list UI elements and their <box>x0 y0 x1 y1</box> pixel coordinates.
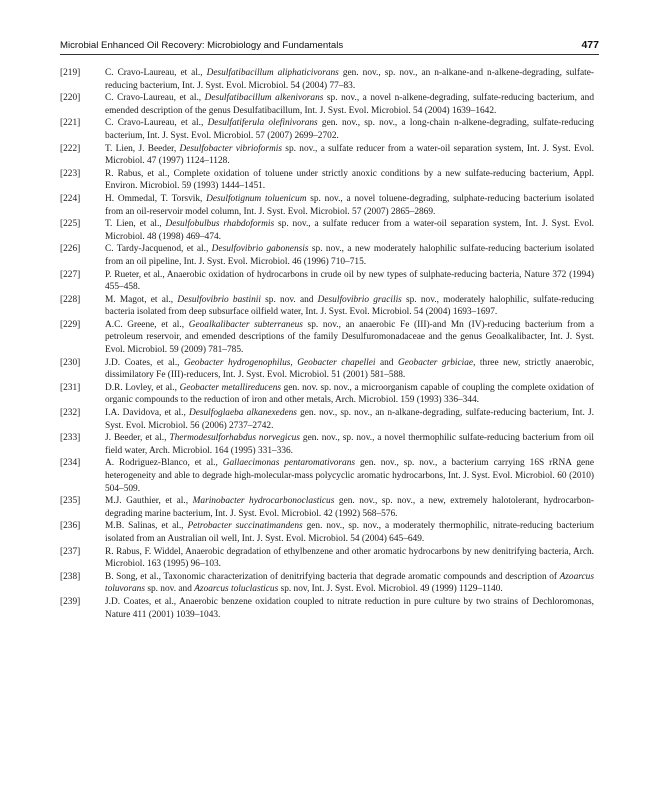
reference-number: [223] <box>60 168 81 179</box>
reference-entry <box>60 382 594 407</box>
reference-text: C. Tardy-Jacquenod, et al., <box>105 244 212 255</box>
reference-text: gen. nov. sp. nov., a microorganism capable of coupling the complete oxidation of organic compounds to the reduction of iron and other metals, Arch. Microbiol. 159 (1993) 336–344. <box>105 382 594 406</box>
reference-number: [230] <box>60 357 81 368</box>
species-name: Desulfovibrio gracilis <box>317 294 402 305</box>
reference-text: H. Ommedal, T. Torsvik, <box>105 193 207 204</box>
reference-text: gen. nov., sp. nov., a moderately thermophilic, nitrate-reducing bacterium isolated from an Australian oil well, Int. J. Syst. Evol. Microbiol. 54 (2004) 645–649. <box>105 521 595 544</box>
reference-text: C. Cravo-Laureau, et al., <box>105 118 208 129</box>
reference-text: B. Song, et al., Taxonomic characterization of denitrifying bacteria that degrade aromatic compounds and description of <box>105 571 560 582</box>
reference-entry <box>60 143 594 168</box>
reference-number: [221] <box>60 118 81 129</box>
reference-text: sp. nov., a new moderately halophilic sulfate-reducing bacterium isolated from an oil pipeline, Int. J. Syst. Evol. Microbiol. 46 (1996) 710–715. <box>105 244 594 267</box>
reference-text: J.D. Coates, et al., <box>105 357 185 368</box>
reference-entry <box>60 432 594 457</box>
reference-text: A.C. Greene, et al., <box>105 319 189 330</box>
reference-number: [234] <box>60 458 81 469</box>
reference-number: [235] <box>60 496 81 507</box>
species-name: Gallaecimonas pentaromativorans <box>222 458 356 469</box>
reference-number: [226] <box>60 244 81 255</box>
reference-number: [233] <box>60 433 81 444</box>
reference-entry <box>60 218 594 243</box>
reference-text: sp. nov, Int. J. Syst. Evol. Microbiol. 49 (1999) 1129–1140. <box>278 584 503 595</box>
species-name: Geobacter chapellei <box>297 357 376 368</box>
reference-entry <box>60 92 594 117</box>
reference-text: sp. nov., a sulfate reducer from a water-oil separation system, Int. J. Syst. Evol. Microbiol. 47 (1997) 1124–1128. <box>105 143 594 167</box>
reference-entry <box>60 520 595 545</box>
reference-text: sp. nov., a novel n-alkene-degrading, sulfate-reducing bacterium, and emended description of the genus Desulfatibacillum, Int. J. Syst. Evol. Microbiol. 54 (2004) 1639–1642. <box>105 93 594 116</box>
species-name: Desulfovibrio gabonensis <box>211 244 309 255</box>
species-name: Desulfobulbus rhabdoformis <box>165 219 275 230</box>
species-name: Geobacter metallireducens <box>179 382 282 393</box>
reference-text: M.J. Gauthier, et al., <box>105 496 193 507</box>
species-name: Desulfotignum toluenicum <box>206 193 307 204</box>
reference-number: [229] <box>60 319 81 330</box>
reference-number: [225] <box>60 219 81 230</box>
reference-number: [231] <box>60 382 81 393</box>
reference-number: [236] <box>60 521 81 532</box>
reference-entry <box>60 269 594 294</box>
reference-number: [219] <box>60 68 81 78</box>
reference-text: J. Beeder, et al., <box>105 433 170 444</box>
reference-text: C. Cravo-Laureau, et al., <box>105 93 205 104</box>
species-name: Azoarcus toluvorans <box>105 571 594 595</box>
species-name: Geoalkalibacter subterraneus <box>188 319 303 330</box>
species-name: Geobacter grbiciae <box>397 357 474 368</box>
reference-text: T. Lien, et al., <box>105 219 166 230</box>
reference-text: gen. nov., sp. nov., an n-alkane-degrading, sulfate-reducing bacterium, Int. J. Syst. Evol. Microbiol. 56 (2006) 2737–2742. <box>105 408 594 431</box>
reference-entry <box>60 596 594 621</box>
reference-text: D.R. Lovley, et al., <box>105 382 180 393</box>
reference-text: gen. nov., sp. nov., a long-chain n-alkene-degrading, sulfate-reducing bacterium, Int. J. Syst. Evol. Microbiol. 57 (2007) 2699–2702. <box>105 118 594 141</box>
species-name: Desulfatibacillum alkenivorans <box>204 93 324 104</box>
reference-entry <box>60 546 594 571</box>
reference-text: sp. nov., an anaerobic Fe (III)-and Mn (IV)-reducing bacterium from a petroleum reservoir, and emended descriptions of the family Desulfuromonadaceae and the genus Geoalkalibacter, Int. J. Syst. Evol. Microbiol. 59 (2009) 781–785. <box>105 319 594 356</box>
reference-entry <box>60 357 595 382</box>
reference-number: [227] <box>60 269 81 280</box>
reference-entry <box>60 294 594 319</box>
running-header <box>60 39 599 51</box>
reference-number: [222] <box>60 143 81 154</box>
reference-text: M.B. Salinas, et al., <box>105 521 188 532</box>
reference-entry <box>60 571 594 596</box>
reference-entry <box>60 495 594 520</box>
header-rule <box>60 54 599 55</box>
reference-number: [224] <box>60 193 81 204</box>
reference-text: gen. nov., sp. nov., a new, extremely halotolerant, hydrocarbon-degrading marine bacterium, Int. J. Syst. Evol. Microbiol. 42 (1992) 568–576. <box>105 496 594 519</box>
reference-number: [220] <box>60 93 81 104</box>
running-title: Microbial Enhanced Oil Recovery: Microbiology and Fundamentals <box>60 40 344 51</box>
species-name: Desulfobacter vibrioformis <box>179 143 282 154</box>
reference-text: sp. nov., a novel toluene-degrading, sulphate-reducing bacterium isolated from an oil-reservoir model column, Int. J. Syst. Evol. Microbiol. 57 (2007) 2865–2869. <box>105 193 594 217</box>
reference-text: I.A. Davidova, et al., <box>105 408 189 419</box>
species-name: Desulfovibrio bastinii <box>177 294 261 305</box>
reference-entry <box>60 319 594 357</box>
reference-text: M. Magot, et al., <box>105 294 178 305</box>
species-name: Thermodesulforhabdus norvegicus <box>169 433 300 444</box>
reference-entry <box>60 168 594 193</box>
reference-list <box>60 67 595 621</box>
reference-text: J.D. Coates, et al., Anaerobic benzene oxidation coupled to nitrate reduction in pure culture by two strains of Dechloromonas, Nature 411 (2001) 1039–1043. <box>105 596 594 620</box>
species-name: Geobacter hydrogenophilus <box>184 357 291 368</box>
species-name: Desulfatibacillum aliphaticivorans <box>206 68 339 78</box>
reference-text: and <box>375 357 398 368</box>
reference-text: sp. nov. and <box>144 584 195 595</box>
reference-number: [232] <box>60 408 81 419</box>
reference-text: sp. nov., moderately halophilic, sulfate-reducing bacteria isolated from deep subsurface oilfield water, Int. J. Syst. Evol. Microbiol. 54 (2004) 1693–1697. <box>105 294 594 318</box>
reference-entry <box>60 407 594 432</box>
reference-text: gen. nov., sp. nov., an n-alkane-and n-alkene-degrading, sulfate-reducing bacterium, Int. J. Syst. Evol. Microbiol. 54 (2004) 77–83. <box>105 68 595 91</box>
reference-entry <box>60 457 594 495</box>
reference-text: T. Lien, J. Beeder, <box>105 143 180 154</box>
reference-text: C. Cravo-Laureau, et al., <box>105 68 207 78</box>
reference-text: , <box>290 357 298 368</box>
reference-number: [237] <box>60 546 81 557</box>
reference-text: , three new, strictly anaerobic, dissimilatory Fe (III)-reducers, Int. J. Syst. Evol. Microbiol. 51 (2001) 581–588. <box>105 357 595 381</box>
reference-entry <box>60 67 595 92</box>
reference-number: [238] <box>60 571 81 582</box>
reference-text: sp. nov. and <box>260 294 318 305</box>
reference-text: gen. nov., sp. nov., a bacterium carrying 16S rRNA gene heterogeneity and able to degrade high-molecular-mass polycyclic aromatic hydrocarbons, Int. J. Syst. Evol. Microbiol. 60 (2010) 504–509. <box>105 458 594 494</box>
reference-text: R. Rabus, F. Widdel, Anaerobic degradation of ethylbenzene and other aromatic hydrocarbons by new denitrifying bacteria, Arch. Microbiol. 163 (1995) 96–103. <box>105 546 594 570</box>
reference-text: sp. nov., a sulfate reducer from a water-oil separation system, Int. J. Syst. Evol. Microbiol. 48 (1998) 469–474. <box>105 219 594 242</box>
reference-number: [228] <box>60 294 81 305</box>
reference-text: gen. nov., sp. nov., a novel thermophilic sulfate-reducing bacterium from oil field water, Arch. Microbiol. 164 (1995) 331–336. <box>105 433 594 456</box>
reference-text: A. Rodriguez-Blanco, et al., <box>105 458 223 469</box>
reference-text: P. Rueter, et al., Anaerobic oxidation of hydrocarbons in crude oil by new types of sulphate-reducing bacteria, Nature 372 (1994) 455–458. <box>105 269 594 293</box>
species-name: Marinobacter hydrocarbonoclasticus <box>192 496 335 507</box>
species-name: Desulfoglaeba alkanexedens <box>188 408 297 419</box>
reference-number: [239] <box>60 596 81 607</box>
reference-entry <box>60 117 594 142</box>
page-number: 477 <box>581 39 599 51</box>
reference-entry <box>60 243 594 268</box>
reference-entry <box>60 193 594 218</box>
species-name: Petrobacter succinatimandens <box>187 521 303 532</box>
species-name: Azoarcus toluclasticus <box>194 584 279 595</box>
species-name: Desulfatiferula olefinivorans <box>207 118 318 129</box>
reference-text: R. Rabus, et al., Complete oxidation of toluene under strictly anoxic conditions by a new sulfate-reducing bacterium, Appl. Environ. Microbiol. 59 (1993) 1444–1451. <box>105 168 594 192</box>
